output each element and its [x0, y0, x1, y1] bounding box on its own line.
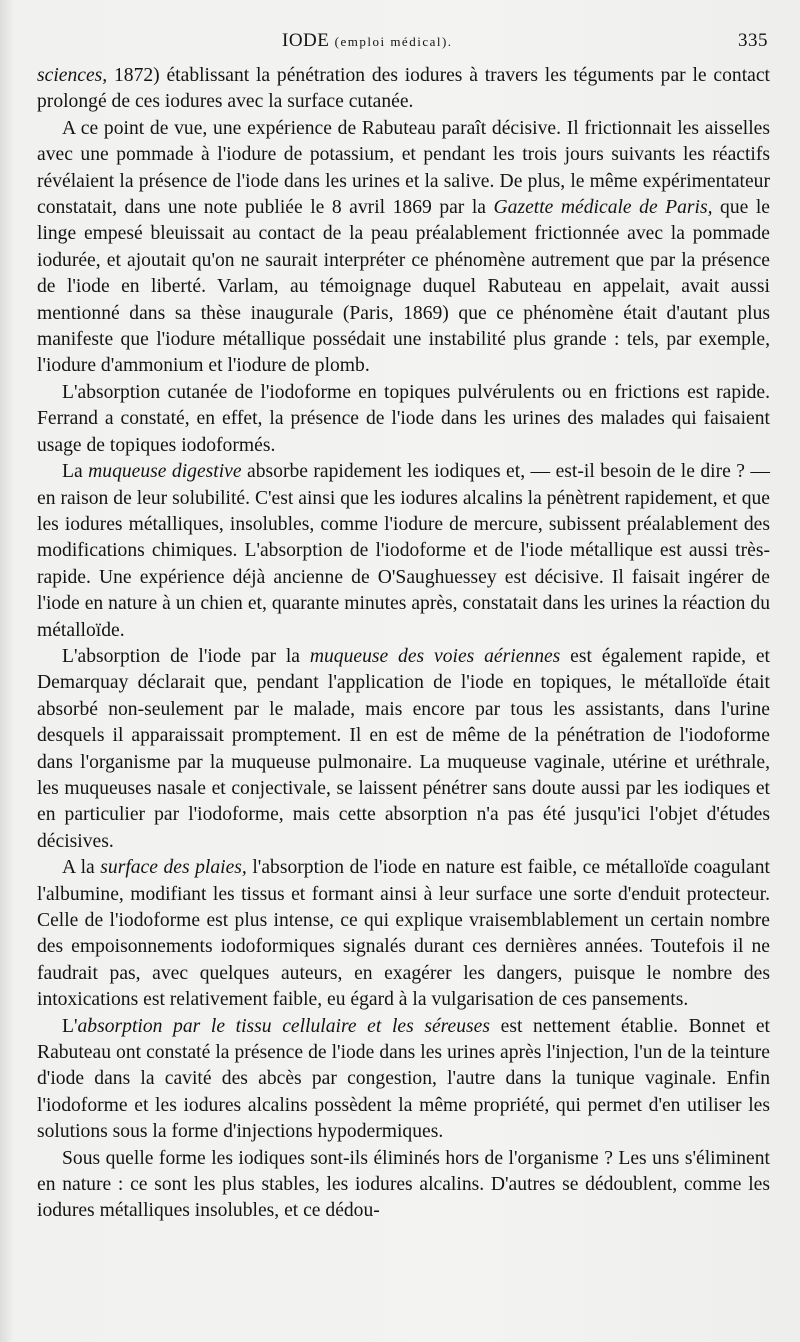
text-run: L'absorption cutanée de l'iodoforme en topiques pulvérulents ou en frictions est rapide. Ferrand a constaté, en effet, la présence de l'iode dans les urines des malades qui faisaient usage de topiques iodoformés. — [37, 381, 770, 456]
text-run: L'absorption de l'iode par la — [62, 645, 310, 667]
text-run: A ce point de vue, une expérience de Rabuteau paraît décisive. Il frictionnait les aisselles avec une pommade à l'iodure de potassium, et pendant les trois jours suivants les réactifs révélaient la présence de l'iode dans les urines et la salive. De plus, le même expérimentateur constatait, dans une note publiée le 8 avril 1869 par la — [37, 117, 770, 219]
running-title-sub: (emploi médical). — [334, 34, 453, 49]
body-text — [37, 63, 770, 1225]
paragraph — [37, 116, 770, 380]
text-run: l'absorption de l'iode en nature est faible, ce métalloïde coagulant l'albumine, modifiant les tissus et formant ainsi à leur surface une sorte d'enduit protecteur. Celle de l'iodoforme est plus intense, ce qui explique vraisemblablement un certain nombre des empoisonnements iodoformiques signalés durant ces dernières années. Toutefois il ne faudrait pas, avec quelques auteurs, en exagérer les dangers, puisque le nombre des intoxications est relativement faible, eu égard à la vulgarisation de ces pansements. — [37, 857, 770, 1011]
text-run: Sous quelle forme les iodiques sont-ils éliminés hors de l'organisme ? Les uns s'éliminent en nature : ce sont les plus stables, les iodures alcalins. D'autres se dédoublent, comme les iodures métalliques insolubles, et ce dédou- — [37, 1147, 770, 1222]
italic-run: muqueuse des voies aériennes — [309, 645, 561, 667]
page-number: 335 — [738, 30, 768, 51]
italic-run: surface des plaies, — [100, 857, 247, 879]
text-run: absorbe rapidement les iodiques et, — est-il besoin de le dire ? — en raison de leur solubilité. C'est ainsi que les iodures alcalins la pénètrent rapidement, et que les iodures métalliques, insolubles, comme l'iodure de mercure, subissent préalablement des modifications chimiques. L'absorption de l'iodoforme et de l'iode métallique est aussi très-rapide. Une expérience déjà ancienne de O'Saughuessey est décisive. Il faisait ingérer de l'iode en nature à un chien et, quarante minutes après, constatait dans les urines la réaction du métalloïde. — [37, 461, 770, 641]
italic-run: muqueuse digestive — [88, 461, 242, 483]
text-run: est nettement établie. Bonnet et Rabuteau ont constaté la présence de l'iode dans les urines après l'injection, l'un de la teinture d'iode dans la cavité des abcès par congestion, l'autre dans la tunique vaginale. Enfin l'iodoforme et les iodures alcalins possèdent la même propriété, qui permet d'en utiliser les solutions sous la forme d'injections hypodermiques. — [37, 1015, 770, 1143]
paragraph — [37, 380, 770, 459]
paragraph — [37, 1014, 770, 1146]
text-run: est également rapide, et Demarquay déclarait que, pendant l'application de l'iode en topiques, le métalloïde était absorbé non-seulement par le malade, mais encore par tous les assistants, dans l'urine desquels il apparaissait promptement. Il en est de même de la pénétration de l'iodoforme dans l'organisme par la muqueuse pulmonaire. La muqueuse vaginale, utérine et uréthrale, les muqueuses nasale et conjectivale, se laissent pénétrer sans doute aussi par les iodiques et en particulier par l'iodoforme, mais cette absorption n'a pas été jusqu'ici l'objet d'études décisives. — [37, 645, 770, 852]
running-title-main: IODE — [282, 30, 330, 51]
text-run: A la — [62, 857, 101, 879]
paragraph — [37, 1146, 770, 1225]
paragraph — [37, 855, 770, 1013]
text-run: La — [62, 461, 89, 483]
paragraph — [37, 644, 770, 855]
italic-run: absorption par le tissu cellulaire et les séreuses — [77, 1015, 490, 1037]
italic-run: sciences, — [37, 65, 108, 86]
text-run: que le linge empesé bleuissait au contact de la peau préalablement frictionnée avec la pommade iodurée, et ajoutait qu'on ne saurait interpréter ce phénomène autrement que par la présence de l'iode en liberté. Varlam, au témoignage duquel Rabuteau en appelait, avait aussi mentionné dans sa thèse inaugurale (Paris, 1869) que ce phénomène était d'autant plus manifeste que l'iodure métallique possédait une instabilité plus grande : tels, par exemple, l'iodure d'ammonium et l'iodure de plomb. — [37, 197, 771, 377]
running-title — [282, 30, 453, 52]
running-header — [62, 30, 768, 60]
text-run: 1872) établissant la pénétration des iodures à travers les téguments par le contact prolongé de ces iodures avec la surface cutanée. — [37, 65, 770, 113]
italic-run: Gazette médicale de Paris, — [493, 197, 713, 219]
paragraph — [37, 459, 770, 644]
text-run: L' — [62, 1015, 78, 1037]
paragraph — [37, 63, 770, 116]
